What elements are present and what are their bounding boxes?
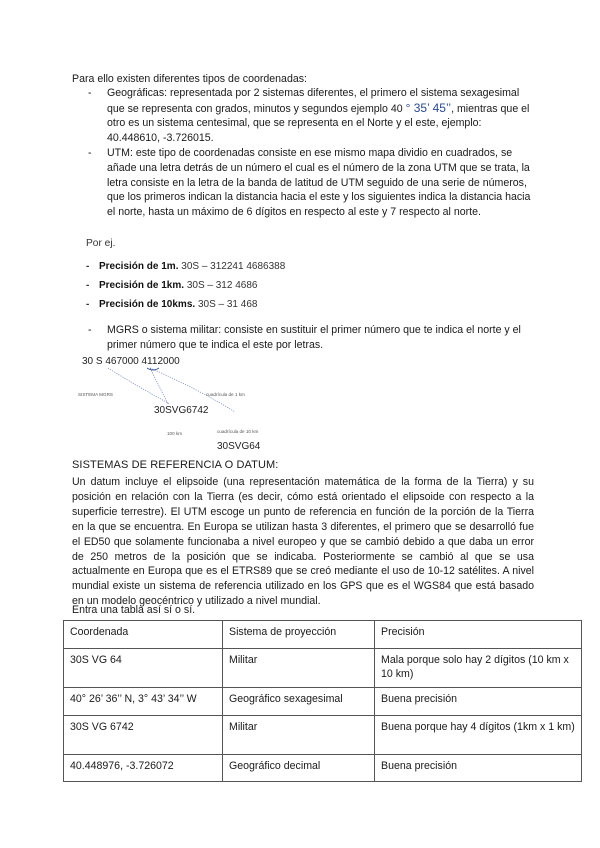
table-header-row [64, 621, 582, 649]
por-ejemplo-label: Por ej. [86, 238, 116, 249]
diagram-note-mid: 100 km [167, 431, 183, 436]
intro-text: Para ello existen diferentes tipos de coordenadas: [72, 73, 307, 85]
diagram-mgrs-4-digits: 30SVG6742 [154, 405, 209, 416]
cell-coordenada: 30S VG 6742 [64, 716, 223, 755]
mgrs-text: MGRS o sistema militar: consiste en sustituir el primer número que te indica el norte y el primer número que te indica el este por letras. [107, 324, 521, 351]
precision-label: Precisión de 1km. [99, 280, 185, 291]
diagram-note-right-2: cuadrícula de 10 km [217, 429, 259, 434]
header-precision: Precisión [375, 621, 582, 649]
precision-row-10km: - Precisión de 10kms. 30S – 31 468 [86, 299, 258, 310]
table-row [64, 688, 582, 716]
header-sistema: Sistema de proyección [223, 621, 375, 649]
table-row [64, 755, 582, 782]
diagram-note-right: cuadrícula de 1 km [206, 392, 245, 397]
section-heading-datum: SISTEMAS DE REFERENCIA O DATUM: [72, 459, 279, 471]
precision-label: Precisión de 10kms. [99, 299, 196, 310]
table-intro-label: Entra una tabla así sí o sí. [72, 604, 196, 616]
precision-row-1km: - Precisión de 1km. 30S – 312 4686 [86, 280, 258, 291]
table-row [64, 716, 582, 755]
diagram-utm-coordinate: 30 S 467000 4112000 [82, 356, 180, 367]
list-item-utm: - UTM: este tipo de coordenadas consiste en ese mismo mapa dividio en cuadrados, se añade una letra detrás de un número el cual es el número de la zona UTM que se trata, la letra consiste en la letra de la banda de latitud de UTM seguido de una serie de números, que los primeros indican la distancia hacia el este y los siguientes indica la distancia hacia el norte, hasta un máximo de 6 dígitos en respecto al este y 7 respecto al norte. [88, 146, 533, 219]
header-coordenada: Coordenada [64, 621, 223, 649]
precision-label: Precisión de 1m. [99, 261, 179, 272]
list-item-mgrs: - MGRS o sistema militar: consiste en sustituir el primer número que te indica el norte y el primer número que te indica el este por letras. [88, 324, 521, 351]
cell-sistema: Militar [223, 649, 375, 688]
table-row [64, 649, 582, 688]
precision-row-1m: - Precisión de 1m. 30S – 312241 4686388 [86, 261, 286, 272]
diagram-note-left: SISTEMA MGRS [78, 392, 113, 397]
precision-value: 30S – 312 4686 [186, 280, 258, 291]
coordinates-table [63, 620, 582, 782]
cell-coordenada: 30S VG 64 [64, 649, 223, 688]
cell-sistema: Geográfico sexagesimal [223, 688, 375, 716]
geo-text-2: , mientras que el otro es un sistema centesimal, que se representa en el Norte y el este, ejemplo: 40.448610, -3.726015. [107, 102, 530, 144]
geo-sexagesimal-example: ° 35’ 45’’ [405, 100, 452, 115]
cell-precision: Mala porque solo hay 2 dígitos (10 km x 10 km) [375, 649, 582, 688]
cell-precision: Buena precisión [375, 755, 582, 782]
diagram-mgrs-2-digits: 30SVG64 [217, 441, 261, 452]
cell-precision: Buena porque hay 4 dígitos (1km x 1 km) [375, 716, 582, 755]
cell-coordenada: 40.448976, -3.726072 [64, 755, 223, 782]
cell-sistema: Militar [223, 716, 375, 755]
cell-sistema: Geográfico decimal [223, 755, 375, 782]
geo-text-1: Geográficas: representada por 2 sistemas diferentes, el primero el sistema sexagesimal que se representa con grados, minutos y segundos ejemplo 40 [107, 87, 520, 115]
cell-precision: Buena precisión [375, 688, 582, 716]
precision-value: 30S – 312241 4686388 [181, 261, 286, 272]
cell-coordenada: 40° 26’ 36’’ N, 3° 43’ 34’’ W [64, 688, 223, 716]
datum-paragraph: Un datum incluye el elipsoide (una representación matemática de la forma de la Tierra) y su posición en relación con la Tierra (es decir, cómo está orientado el elipsoide con respecto a la superficie terrestre). El UTM escoge un punto de referencia en función de la porción de la Tierra en la que se encuentra. En Europa se utilizan hasta 3 diferentes, el primero que se desarrolló fue el ED50 que solamente funcionaba a nivel europeo y que se cambió debido a que daba un error de 250 metros de la posición que se indicaba. Posteriormente se cambió al que se usa actualmente en Europa que es el ETRS89 que se creó mediante el uso de 10-12 satélites. A nivel mundial existe un sistema de referencia utilizado en los GPS que es el WGS84 que está basado en un modelo geocéntrico y utilizado a nivel mundial. [72, 476, 534, 608]
precision-value: 30S – 31 468 [197, 299, 258, 310]
